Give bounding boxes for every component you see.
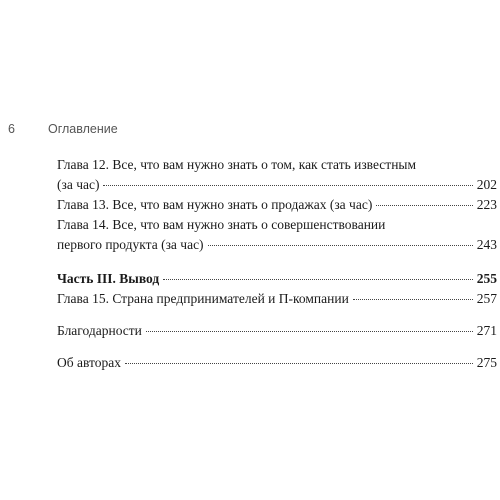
toc-entry-title-continued: первого продукта (за час) <box>57 237 204 252</box>
toc-entry-page: 202 <box>476 177 497 192</box>
toc-entry-page: 257 <box>476 291 497 306</box>
page-number: 6 <box>8 122 15 136</box>
toc-entry-page: 271 <box>476 323 497 338</box>
toc-entry-chapter-15[interactable] <box>57 289 497 309</box>
dot-leader <box>376 205 472 206</box>
toc-entry-title: Глава 12. Все, что вам нужно знать о том, как стать известным <box>57 157 417 172</box>
toc-entry-title: Глава 15. Страна предпринимателей и П-компании <box>57 291 349 306</box>
spacer <box>57 341 497 353</box>
toc-entry-title: Благодарности <box>57 323 142 338</box>
toc-entry-chapter-12[interactable] <box>57 155 497 195</box>
table-of-contents <box>57 155 497 373</box>
toc-entry-title: Об авторах <box>57 355 121 370</box>
toc-entry-title: Глава 13. Все, что вам нужно знать о продажах (за час) <box>57 197 373 212</box>
dot-leader <box>208 245 473 246</box>
running-head <box>0 122 500 142</box>
spacer <box>57 309 497 321</box>
toc-entry-page: 255 <box>476 271 497 286</box>
toc-entry-acknowledgements[interactable] <box>57 321 497 341</box>
toc-entry-about-authors[interactable] <box>57 353 497 373</box>
dot-leader <box>353 299 473 300</box>
dot-leader <box>125 363 473 364</box>
dot-leader <box>163 279 473 280</box>
section-title: Оглавление <box>48 122 118 136</box>
spacer <box>57 255 497 269</box>
toc-entry-page: 223 <box>476 197 497 212</box>
toc-entry-title: Часть III. Вывод <box>57 271 160 286</box>
toc-entry-title-continued: (за час) <box>57 177 100 192</box>
toc-entry-chapter-14[interactable] <box>57 215 497 255</box>
toc-entry-chapter-13[interactable] <box>57 195 497 215</box>
dot-leader <box>103 185 472 186</box>
toc-entry-part-3[interactable] <box>57 269 497 289</box>
toc-entry-page: 275 <box>476 355 497 370</box>
toc-entry-page: 243 <box>476 237 497 252</box>
dot-leader <box>146 331 473 332</box>
toc-entry-title: Глава 14. Все, что вам нужно знать о совершенствовании <box>57 217 386 232</box>
